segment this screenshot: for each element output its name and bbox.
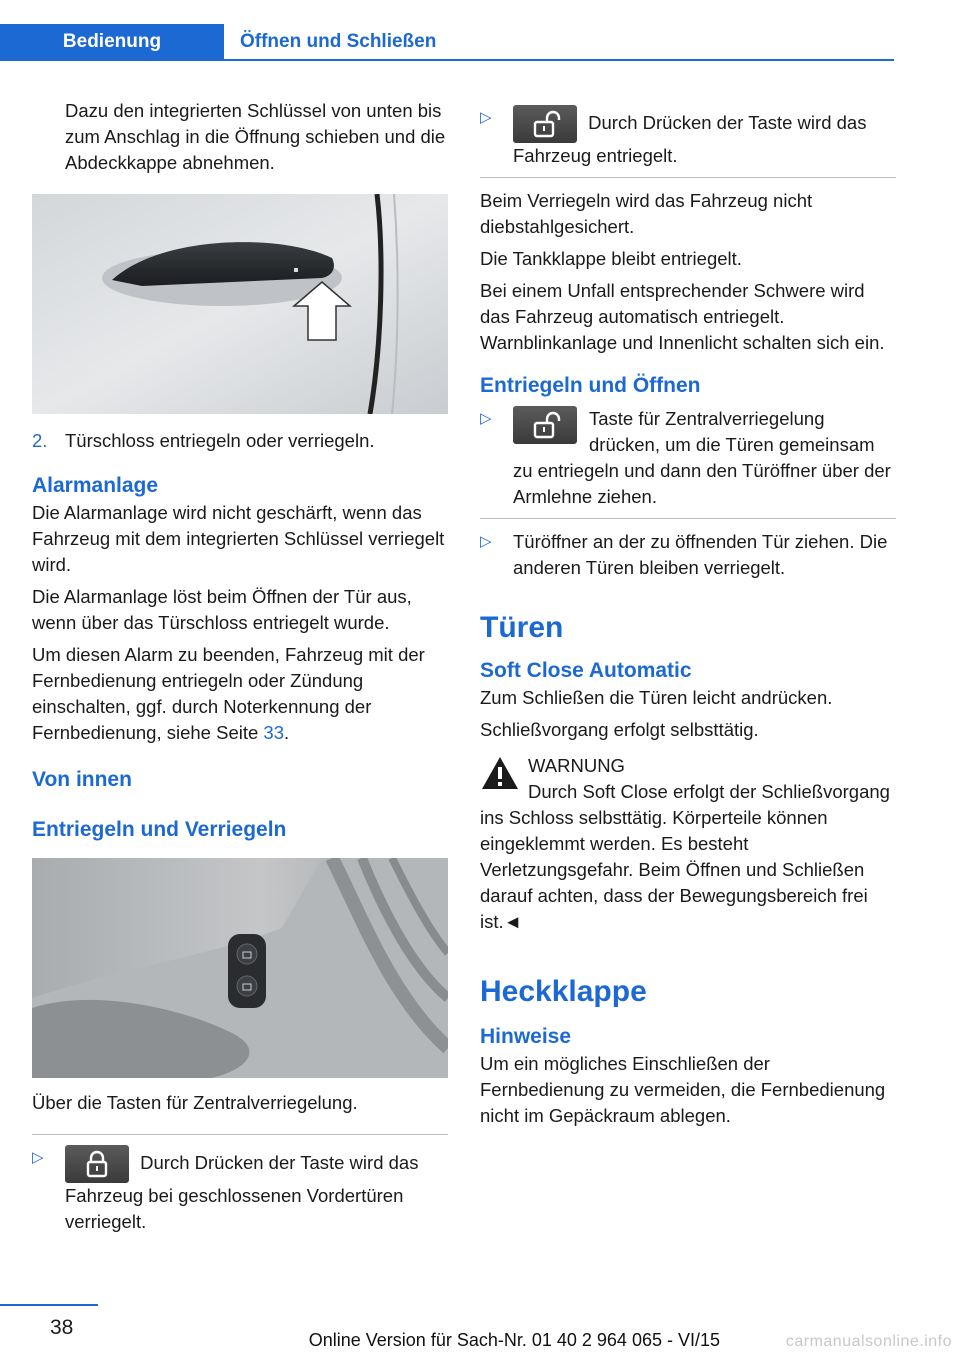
bullet-lock-text: Durch Drücken der Taste wird das Fahrzeug bei geschlossenen Vordertüren verriegelt. bbox=[65, 1151, 419, 1232]
heading-entriegeln-verriegeln: Entriegeln und Verriegeln bbox=[32, 818, 287, 841]
watermark: carmanualsonline.info bbox=[785, 1333, 952, 1350]
bullet-separator bbox=[480, 518, 896, 519]
bullet-separator bbox=[480, 177, 896, 178]
section-tab-bedienung: Bedienung bbox=[0, 24, 224, 60]
lock-closed-icon bbox=[65, 1145, 129, 1183]
bullet-tueroeffner bbox=[480, 529, 896, 581]
triangle-right-icon: ▷ bbox=[480, 109, 492, 126]
footer-rule bbox=[0, 1304, 98, 1306]
left-column bbox=[32, 98, 448, 1243]
online-version-text: Online Version für Sach-Nr. 01 40 2 964 065 - VI/15 bbox=[308, 1330, 720, 1350]
paragraph-tankklappe: Die Tankklappe bleibt entriegelt. bbox=[480, 248, 742, 269]
triangle-right-icon: ▷ bbox=[32, 1149, 44, 1166]
paragraph-diebstahl: Beim Verriegeln wird das Fahrzeug nicht diebstahlgesichert. bbox=[480, 190, 813, 237]
alarm-paragraph-2: Die Alarmanlage löst beim Öffnen der Tür aus, wenn über das Türschloss entriegelt wurde. bbox=[32, 586, 412, 633]
page-link-33[interactable]: 33 bbox=[263, 722, 284, 743]
bullet-unlock bbox=[480, 105, 896, 169]
heading-hinweise: Hinweise bbox=[480, 1025, 572, 1048]
paragraph-unfall: Bei einem Unfall entsprechender Schwere wird das Fahrzeug automatisch entriegelt. Warnblinkanlage und Innenlicht schalten sich ein. bbox=[480, 280, 885, 353]
soft-close-paragraph-2: Schließvorgang erfolgt selbsttätig. bbox=[480, 719, 759, 740]
bullet-lock bbox=[32, 1145, 448, 1235]
header-rule bbox=[0, 59, 894, 61]
right-column bbox=[480, 105, 896, 1135]
heading-tueren: Türen bbox=[480, 611, 564, 644]
bullet-unlock-text: Durch Drücken der Taste wird das Fahrzeug entriegelt. bbox=[513, 111, 867, 166]
alarm-paragraph-1: Die Alarmanlage wird nicht geschärft, wenn das Fahrzeug mit dem integrierten Schlüssel verriegelt wird. bbox=[32, 502, 445, 575]
triangle-right-icon: ▷ bbox=[480, 410, 492, 427]
alarm-paragraph-3: Um diesen Alarm zu beenden, Fahrzeug mit der Fernbedienung entriegeln oder Zündung einschalten, ggf. durch Noterkennung der Fernbedienung, siehe Seite 33. bbox=[32, 644, 425, 743]
bullet-zentralverriegelung bbox=[480, 406, 896, 510]
warning-title: WARNUNG bbox=[528, 755, 625, 776]
heading-alarmanlage: Alarmanlage bbox=[32, 474, 159, 497]
page-number: 38 bbox=[50, 1316, 74, 1339]
chapter-tab-oeffnen-schliessen: Öffnen und Schließen bbox=[240, 31, 437, 52]
heading-entriegeln-oeffnen: Entriegeln und Öffnen bbox=[480, 374, 701, 397]
bullet-separator bbox=[32, 1134, 448, 1135]
door-interior-photo bbox=[32, 858, 448, 1078]
door-handle-photo bbox=[32, 194, 448, 414]
hinweise-paragraph: Um ein mögliches Einschließen der Fernbedienung zu vermeiden, die Fernbedienung nicht im Gepäckraum ablegen. bbox=[480, 1053, 886, 1126]
lock-open-icon bbox=[513, 406, 577, 444]
bullet-tueroeffner-text: Türöffner an der zu öffnenden Tür ziehen. Die anderen Türen bleiben verriegelt. bbox=[513, 531, 888, 578]
intro-text: Dazu den integrierten Schlüssel von unten bis zum Anschlag in die Öffnung schieben und die Abdeckkappe abnehmen. bbox=[65, 100, 446, 173]
triangle-right-icon: ▷ bbox=[480, 533, 492, 550]
lock-open-icon bbox=[513, 105, 577, 143]
soft-close-paragraph-1: Zum Schließen die Türen leicht andrücken. bbox=[480, 687, 833, 708]
step-number: 2. bbox=[32, 430, 48, 451]
photo-caption: Über die Tasten für Zentralverriegelung. bbox=[32, 1092, 358, 1113]
heading-von-innen: Von innen bbox=[32, 768, 132, 791]
warning-triangle-icon bbox=[480, 755, 520, 791]
warning-block bbox=[480, 753, 896, 935]
heading-soft-close: Soft Close Automatic bbox=[480, 659, 692, 682]
warning-body: Durch Soft Close erfolgt der Schließvorgang ins Schloss selbsttätig. Körperteile können eingeklemmt werden. Es besteht Verletzungsgefahr. Beim Öffnen und Schließen darauf achten, dass der Bewegungsbereich frei ist.◄ bbox=[480, 781, 890, 932]
heading-heckklappe: Heckklappe bbox=[480, 975, 647, 1008]
bullet-zv-text: Taste für Zentralverriegelung drücken, um die Türen gemeinsam zu entriegeln und dann den Türöffner über der Armlehne ziehen. bbox=[513, 408, 891, 507]
page-header bbox=[0, 24, 894, 62]
step-text: Türschloss entriegeln oder verriegeln. bbox=[65, 430, 375, 451]
step-2 bbox=[32, 428, 448, 454]
